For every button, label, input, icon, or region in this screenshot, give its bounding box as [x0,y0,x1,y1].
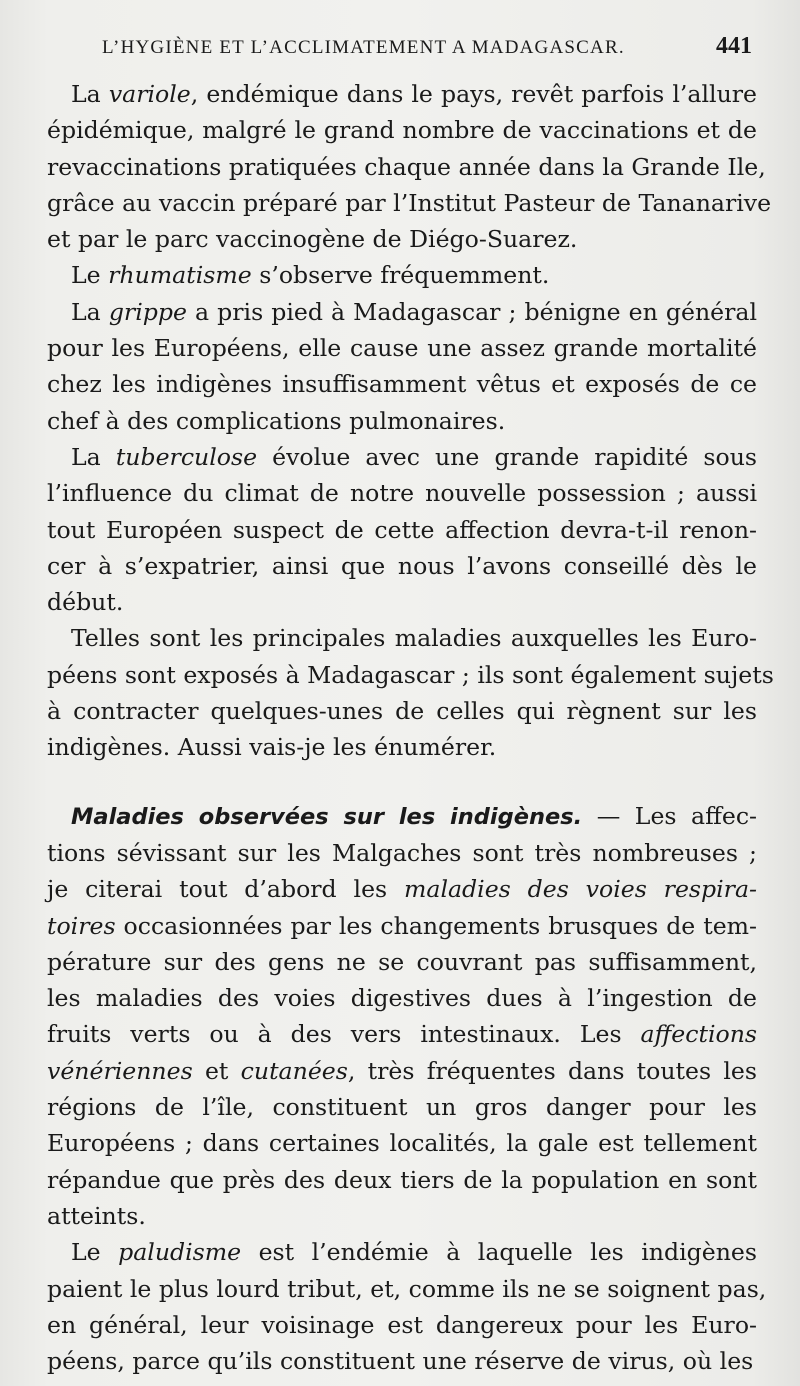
text-line: grâce au vaccin préparé par l’Institut Pasteur de Tananarive [47,188,772,217]
text-line: tout Européen suspect de cette affection devra-t-il renon- [47,515,757,544]
italic-term: affections [640,1020,757,1049]
italic-term: toires [47,911,116,940]
italic-term: rhumatisme [108,261,252,290]
text-line: revaccinations pratiquées chaque année dans la Grande Ile, [47,152,766,181]
text-line: indigènes. Aussi vais-je les énumérer. [47,733,497,762]
text-line: La grippe a pris pied à Madagascar ; bénigne en général [71,297,757,326]
text-line: paient le plus lourd tribut, et, comme ils ne se soignent pas, [47,1274,767,1303]
section-gap [47,766,757,798]
paragraph [47,294,757,439]
text-line: fruits verts ou à des vers intestinaux. Les affections [47,1020,757,1049]
text-line: toires occasionnées par les changements brusques de tem- [47,911,757,940]
italic-term: vénériennes [47,1056,193,1085]
text-line: Le paludisme est l’endémie à laquelle les indigènes [71,1238,757,1267]
text-line: tions sévissant sur les Malgaches sont très nombreuses ; [47,838,757,867]
body-text [47,76,774,1379]
italic-term: grippe [108,297,187,326]
paragraph [47,257,757,293]
italic-term: maladies des voies respira- [404,875,757,904]
running-head [102,33,752,60]
text-line: chef à des complications pulmonaires. [47,406,506,435]
text-line: les maladies des voies digestives dues à l’ingestion de [47,984,757,1013]
text-line: La tuberculose évolue avec une grande rapidité sous [71,442,758,471]
running-title: L’HYGIÈNE ET L’ACCLIMATEMENT A MADAGASCAR. [102,37,625,58]
text-line: pérature sur des gens ne se couvrant pas suffisamment, [47,947,757,976]
paragraph [47,620,774,765]
italic-term: paludisme [118,1238,242,1267]
italic-term: cutanées [240,1056,348,1085]
text-line: début. [47,588,124,617]
text-line: atteints. [47,1201,146,1230]
italic-term: tuberculose [115,442,258,471]
text-line: péens, parce qu’ils constituent une réserve de virus, où les [47,1347,754,1376]
text-line: Maladies observées sur les indigènes. — Les affec- [71,801,758,830]
text-line: régions de l’île, constituent un gros danger pour les [47,1093,757,1122]
text-line: vénériennes et cutanées, très fréquentes dans toutes les [47,1056,757,1085]
text-line: répandue que près des deux tiers de la population en sont [47,1165,757,1194]
text-line: je citerai tout d’abord les maladies des voies respira- [47,875,757,904]
text-line: Européens ; dans certaines localités, la gale est tellement [47,1129,757,1158]
text-line: chez les indigènes insuffisamment vêtus et exposés de ce [47,370,757,399]
text-line: cer à s’expatrier, ainsi que nous l’avons conseillé dès le [47,551,757,580]
paragraph [47,1234,767,1379]
paragraph [47,76,772,257]
paragraph [47,798,757,1235]
text-line: pour les Européens, elle cause une assez grande mortalité [47,334,757,363]
text-line: Le rhumatisme s’observe fréquemment. [71,261,550,290]
text-line: Telles sont les principales maladies auxquelles les Euro- [71,624,757,653]
page-number: 441 [716,33,752,59]
text-line: et par le parc vaccinogène de Diégo-Suarez. [47,225,578,254]
text-line: La variole, endémique dans le pays, revêt parfois l’allure [71,80,758,108]
text-line: épidémique, malgré le grand nombre de vaccinations et de [47,116,757,145]
text-line: à contracter quelques-unes de celles qui règnent sur les [47,697,757,726]
text-line: péens sont exposés à Madagascar ; ils sont également sujets [47,660,774,689]
italic-term: variole [108,80,191,108]
text-line: l’influence du climat de notre nouvelle possession ; aussi [47,479,757,508]
section-heading: Maladies observées sur les indigènes. [71,803,583,830]
text-line: en général, leur voisinage est dangereux pour les Euro- [47,1310,757,1339]
paragraph [47,439,757,620]
